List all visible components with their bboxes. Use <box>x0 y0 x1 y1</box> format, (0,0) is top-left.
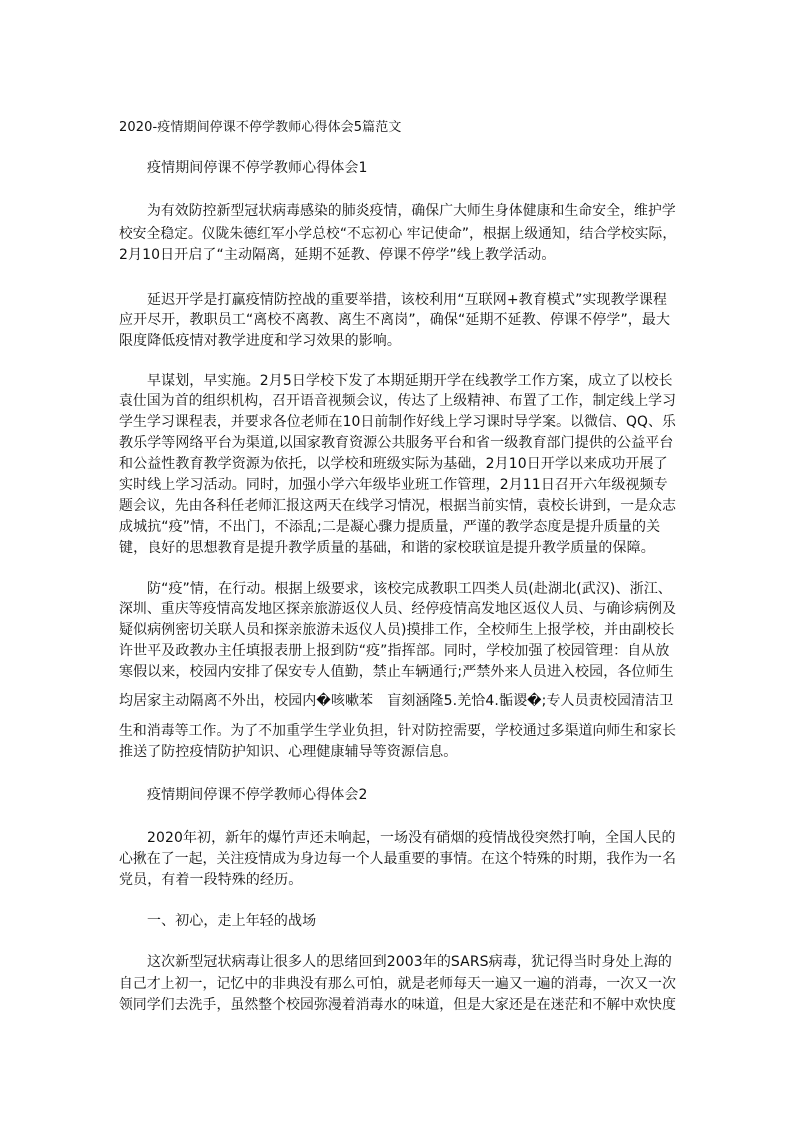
paragraph-3-line-6: 实时线上学习活动。同时，加强小学六年级毕业班工作管理，2月11日召开六年级视频专 <box>119 477 668 493</box>
paragraph-3-line-5: 和公益性教育教学资源为依托，以学校和班级实际为基础，2月10日开学以来成功开展了 <box>119 456 668 472</box>
paragraph-3-line-1: 早谋划，早实施。2月5日学校下发了本期延期开学在线教学工作方案，成立了以校长 <box>147 373 673 389</box>
paragraph-3-line-7: 题会议，先由各科任老师汇报这两天在线学习情况，根据当前实情，袁校长讲到，一是众志 <box>119 498 677 514</box>
paragraph-2-line-3: 限度降低疫情对教学进度和学习效果的影响。 <box>119 333 401 349</box>
paragraph-4-line-3: 疑似病例密切关联人员和探亲旅游未返仪人员)摸排工作，全校师生上报学校，并由副校长 <box>119 622 675 638</box>
paragraph-6-line-3: 领同学们去洗手，虽然整个校园弥漫着消毒水的味道，但是大家还是在迷茫和不解中欢快度 <box>119 997 677 1013</box>
paragraph-5-line-3: 党员，有着一段特殊的经历。 <box>119 872 303 888</box>
paragraph-2-line-1: 延迟开学是打赢疫情防控战的重要举措，该校利用“互联网+教育模式”实现教学课程 <box>147 292 668 308</box>
subheading-1: 一、初心，走上年轻的战场 <box>147 913 317 929</box>
paragraph-6-line-2: 自己才上初一，记忆中的非典没有那么可怕，就是老师每天一遍又一遍的消毒，一次又一次 <box>119 976 677 992</box>
section-heading-2: 疫情期间停课不停学教师心得体会2 <box>147 787 368 803</box>
paragraph-4-line-5: 寒假以来，校园内安排了保安专人值勤，禁止车辆通行;严禁外来人员进入校园，各位师生 <box>119 664 674 680</box>
paragraph-1-line-1: 为有效防控新型冠状病毒感染的肺炎疫情，确保广大师生身体健康和生命安全，维护学 <box>147 203 676 219</box>
paragraph-3-line-3: 学生学习课程表，并要求各位老师在10日前制作好线上学习课时导学案。以微信、QQ、乐 <box>119 414 676 430</box>
paragraph-3-line-9: 键，良好的思想教育是提升教学质量的基础，和谐的家校联谊是提升教学质量的保障。 <box>119 540 655 556</box>
paragraph-2-line-2: 应开尽开，教职员工“离校不离教、离生不离岗”，确保“延期不延教、停课不停学”，最大 <box>119 312 671 328</box>
paragraph-4-line-2: 深圳、重庆等疫情高发地区探亲旅游返仪人员、经停疫情高发地区返仪人员、与确诊病例及 <box>119 601 677 617</box>
paragraph-3-line-4: 教乐学等网络平台为渠道,以国家教育资源公共服务平台和省一级教育部门提供的公益平台 <box>119 435 674 451</box>
paragraph-4-line-4: 许世平及政教办主任填报表册上报到防“疫”指挥部。同时，学校加强了校园管理：自从放 <box>119 643 670 659</box>
document-title: 2020-疫情期间停课不停学教师心得体会5篇范文 <box>119 120 402 135</box>
paragraph-1-line-3: 2月10日开启了“主动隔离，延期不延教、停课不停学”线上教学活动。 <box>119 247 556 263</box>
section-heading-1: 疫情期间停课不停学教师心得体会1 <box>147 160 368 176</box>
paragraph-4-line-6: 均居家主动隔离不外出，校园内�咳嗽苯 盲刻涵隆5.羌恰4.骺谡�;专人员责校园清洁卫 <box>119 693 674 709</box>
paragraph-5-line-1: 2020年初，新年的爆竹声还未响起，一场没有硝烟的疫情战役突然打响，全国人民的 <box>147 830 676 846</box>
paragraph-4-line-8: 推送了防控疫情防护知识、心理健康辅导等资源信息。 <box>119 744 458 760</box>
paragraph-1-line-2: 校安全稳定。仪陇朱德红军小学总校“不忘初心 牢记使命”，根据上级通知，结合学校实际， <box>119 226 677 242</box>
paragraph-5-line-2: 心揪在了一起，关注疫情成为身边每一个人最重要的事情。在这个特殊的时期，我作为一名 <box>119 851 677 867</box>
paragraph-4-line-1: 防“疫”情，在行动。根据上级要求，该校完成教职工四类人员(赴湖北(武汉)、浙江、 <box>147 581 672 597</box>
paragraph-3-line-2: 袁仕国为首的组织机构，召开语音视频会议，传达了上级精神、布置了工作，制定线上学习 <box>119 393 677 409</box>
paragraph-3-line-8: 成城抗“疫”情，不出门，不添乱;二是凝心骤力提质量，严谨的教学态度是提升质量的关 <box>119 519 661 535</box>
paragraph-4-line-7: 生和消毒等工作。为了不加重学生学业负担，针对防控需要，学校通过多渠道向师生和家长 <box>119 723 677 739</box>
paragraph-6-line-1: 这次新型冠状病毒让很多人的思绪回到2003年的SARS病毒，犹记得当时身处上海的 <box>147 954 672 970</box>
